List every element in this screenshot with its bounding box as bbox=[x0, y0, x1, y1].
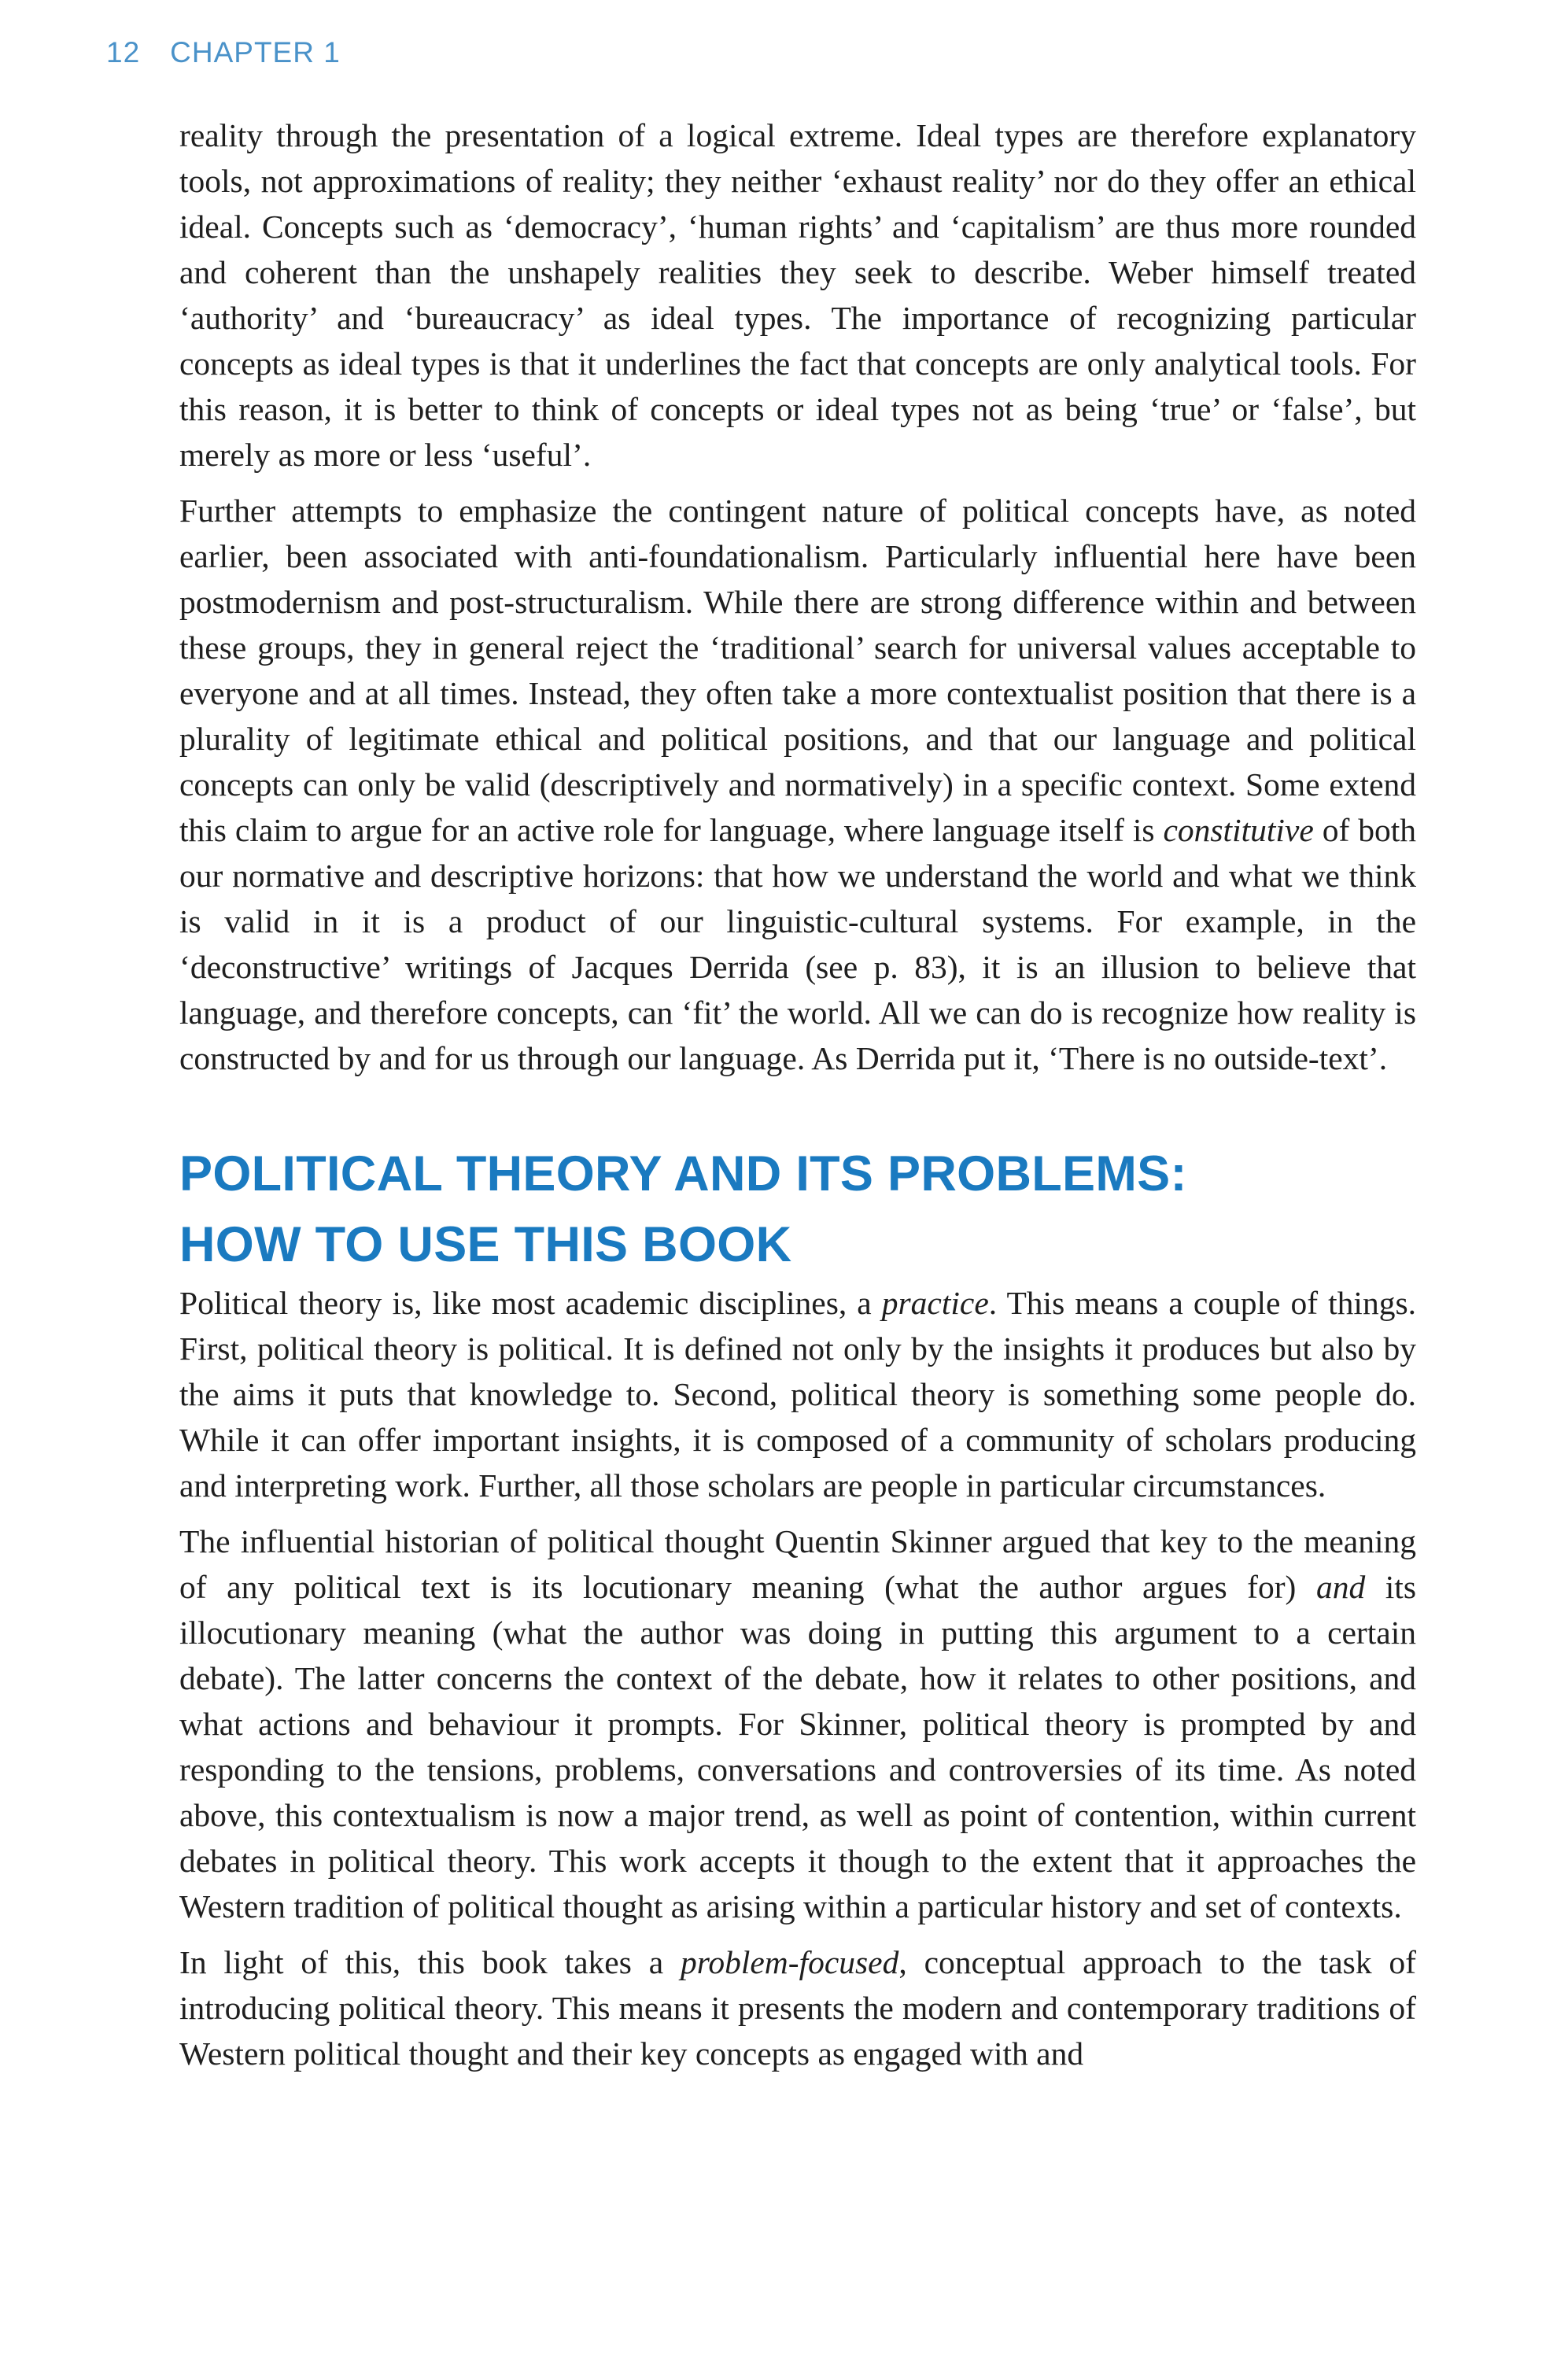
page-number: 12 bbox=[106, 36, 141, 68]
emphasis-text: problem-focused bbox=[680, 1944, 899, 1980]
paragraph-practice bbox=[179, 1280, 1416, 1508]
paragraph-text: its illocutionary meaning (what the author was doing in putting this argument to a certain debate). The latter concerns the context of the debate, how it relates to other positions, and what actions and behaviour it prompts. For Skinner, political theory is prompted by and responding to the tensions, problems, conversations and controversies of its time. As noted above, this contextualism is now a major trend, as well as point of contention, within current debates in political theory. This work accepts it though to the extent that it approaches the Western tradition of political thought as arising within a particular history and set of contexts. bbox=[179, 1569, 1416, 1924]
paragraph-text: Further attempts to emphasize the contingent nature of political concepts have, as noted earlier, been associated with anti-foundationalism. Particularly influential here have been postmodernism and post-structuralism. While there are strong difference within and between these groups, they in general reject the ‘traditional’ search for universal values acceptable to everyone and at all times. Instead, they often take a more contextualist position that there is a plurality of legitimate ethical and political positions, and that our language and political concepts can only be valid (descriptively and normatively) in a specific context. Some extend this claim to argue for an active role for language, where language itself is bbox=[179, 493, 1416, 848]
section-heading bbox=[179, 1138, 1416, 1280]
chapter-label: CHAPTER 1 bbox=[170, 36, 341, 68]
section-heading-line-2: HOW TO USE THIS BOOK bbox=[179, 1217, 792, 1272]
paragraph-text: Political theory is, like most academic disciplines, a bbox=[179, 1285, 882, 1321]
paragraph-anti-foundationalism bbox=[179, 488, 1416, 1081]
running-head bbox=[106, 36, 341, 69]
paragraph-text: , conceptual approach to the task of introducing political theory. This means it presents the modern and contemporary traditions of Western political thought and their key concepts as engaged with and bbox=[179, 1944, 1416, 2072]
section-heading-line-1: POLITICAL THEORY AND ITS PROBLEMS: bbox=[179, 1146, 1187, 1201]
paragraph-text: . This means a couple of things. First, political theory is political. It is defined not only by the insights it produces but also by the aims it puts that knowledge to. Second, political theory is something some people do. While it can offer important insights, it is composed of a community of scholars producing and interpreting work. Further, all those scholars are people in particular circumstances. bbox=[179, 1285, 1416, 1504]
paragraph-skinner bbox=[179, 1518, 1416, 1929]
emphasis-text: constitutive bbox=[1163, 812, 1314, 848]
paragraph-ideal-types: reality through the presentation of a logical extreme. Ideal types are therefore explanatory tools, not approximations of reality; they neither ‘exhaust reality’ nor do they offer an ethical ideal. Concepts such as ‘democracy’, ‘human rights’ and ‘capitalism’ are thus more rounded and coherent than the unshapely realities they seek to describe. Weber himself treated ‘authority’ and ‘bureaucracy’ as ideal types. The importance of recognizing particular concepts as ideal types is that it underlines the fact that concepts are only analytical tools. For this reason, it is better to think of concepts or ideal types not as being ‘true’ or ‘false’, but merely as more or less ‘useful’. bbox=[179, 117, 1416, 473]
paragraph-text: The influential historian of political thought Quentin Skinner argued that key to the meaning of any political text is its locutionary meaning (what the author argues for) bbox=[179, 1523, 1416, 1605]
paragraph-text: In light of this, this book takes a bbox=[179, 1944, 681, 1980]
paragraph-problem-focused bbox=[179, 1939, 1416, 2076]
emphasis-text: practice bbox=[881, 1285, 989, 1321]
main-text bbox=[179, 113, 1416, 2087]
paragraph-text: of both our normative and descriptive horizons: that how we understand the world and what we think is valid in it is a product of our linguistic-cultural systems. For example, in the ‘deconstructive’ writings of Jacques Derrida (see p. 83), it is an illusion to believe that language, and therefore concepts, can ‘fit’ the world. All we can do is recognize how reality is constructed by and for us through our language. As Derrida put it, ‘There is no outside-text’. bbox=[179, 812, 1417, 1076]
emphasis-text: and bbox=[1315, 1569, 1366, 1605]
